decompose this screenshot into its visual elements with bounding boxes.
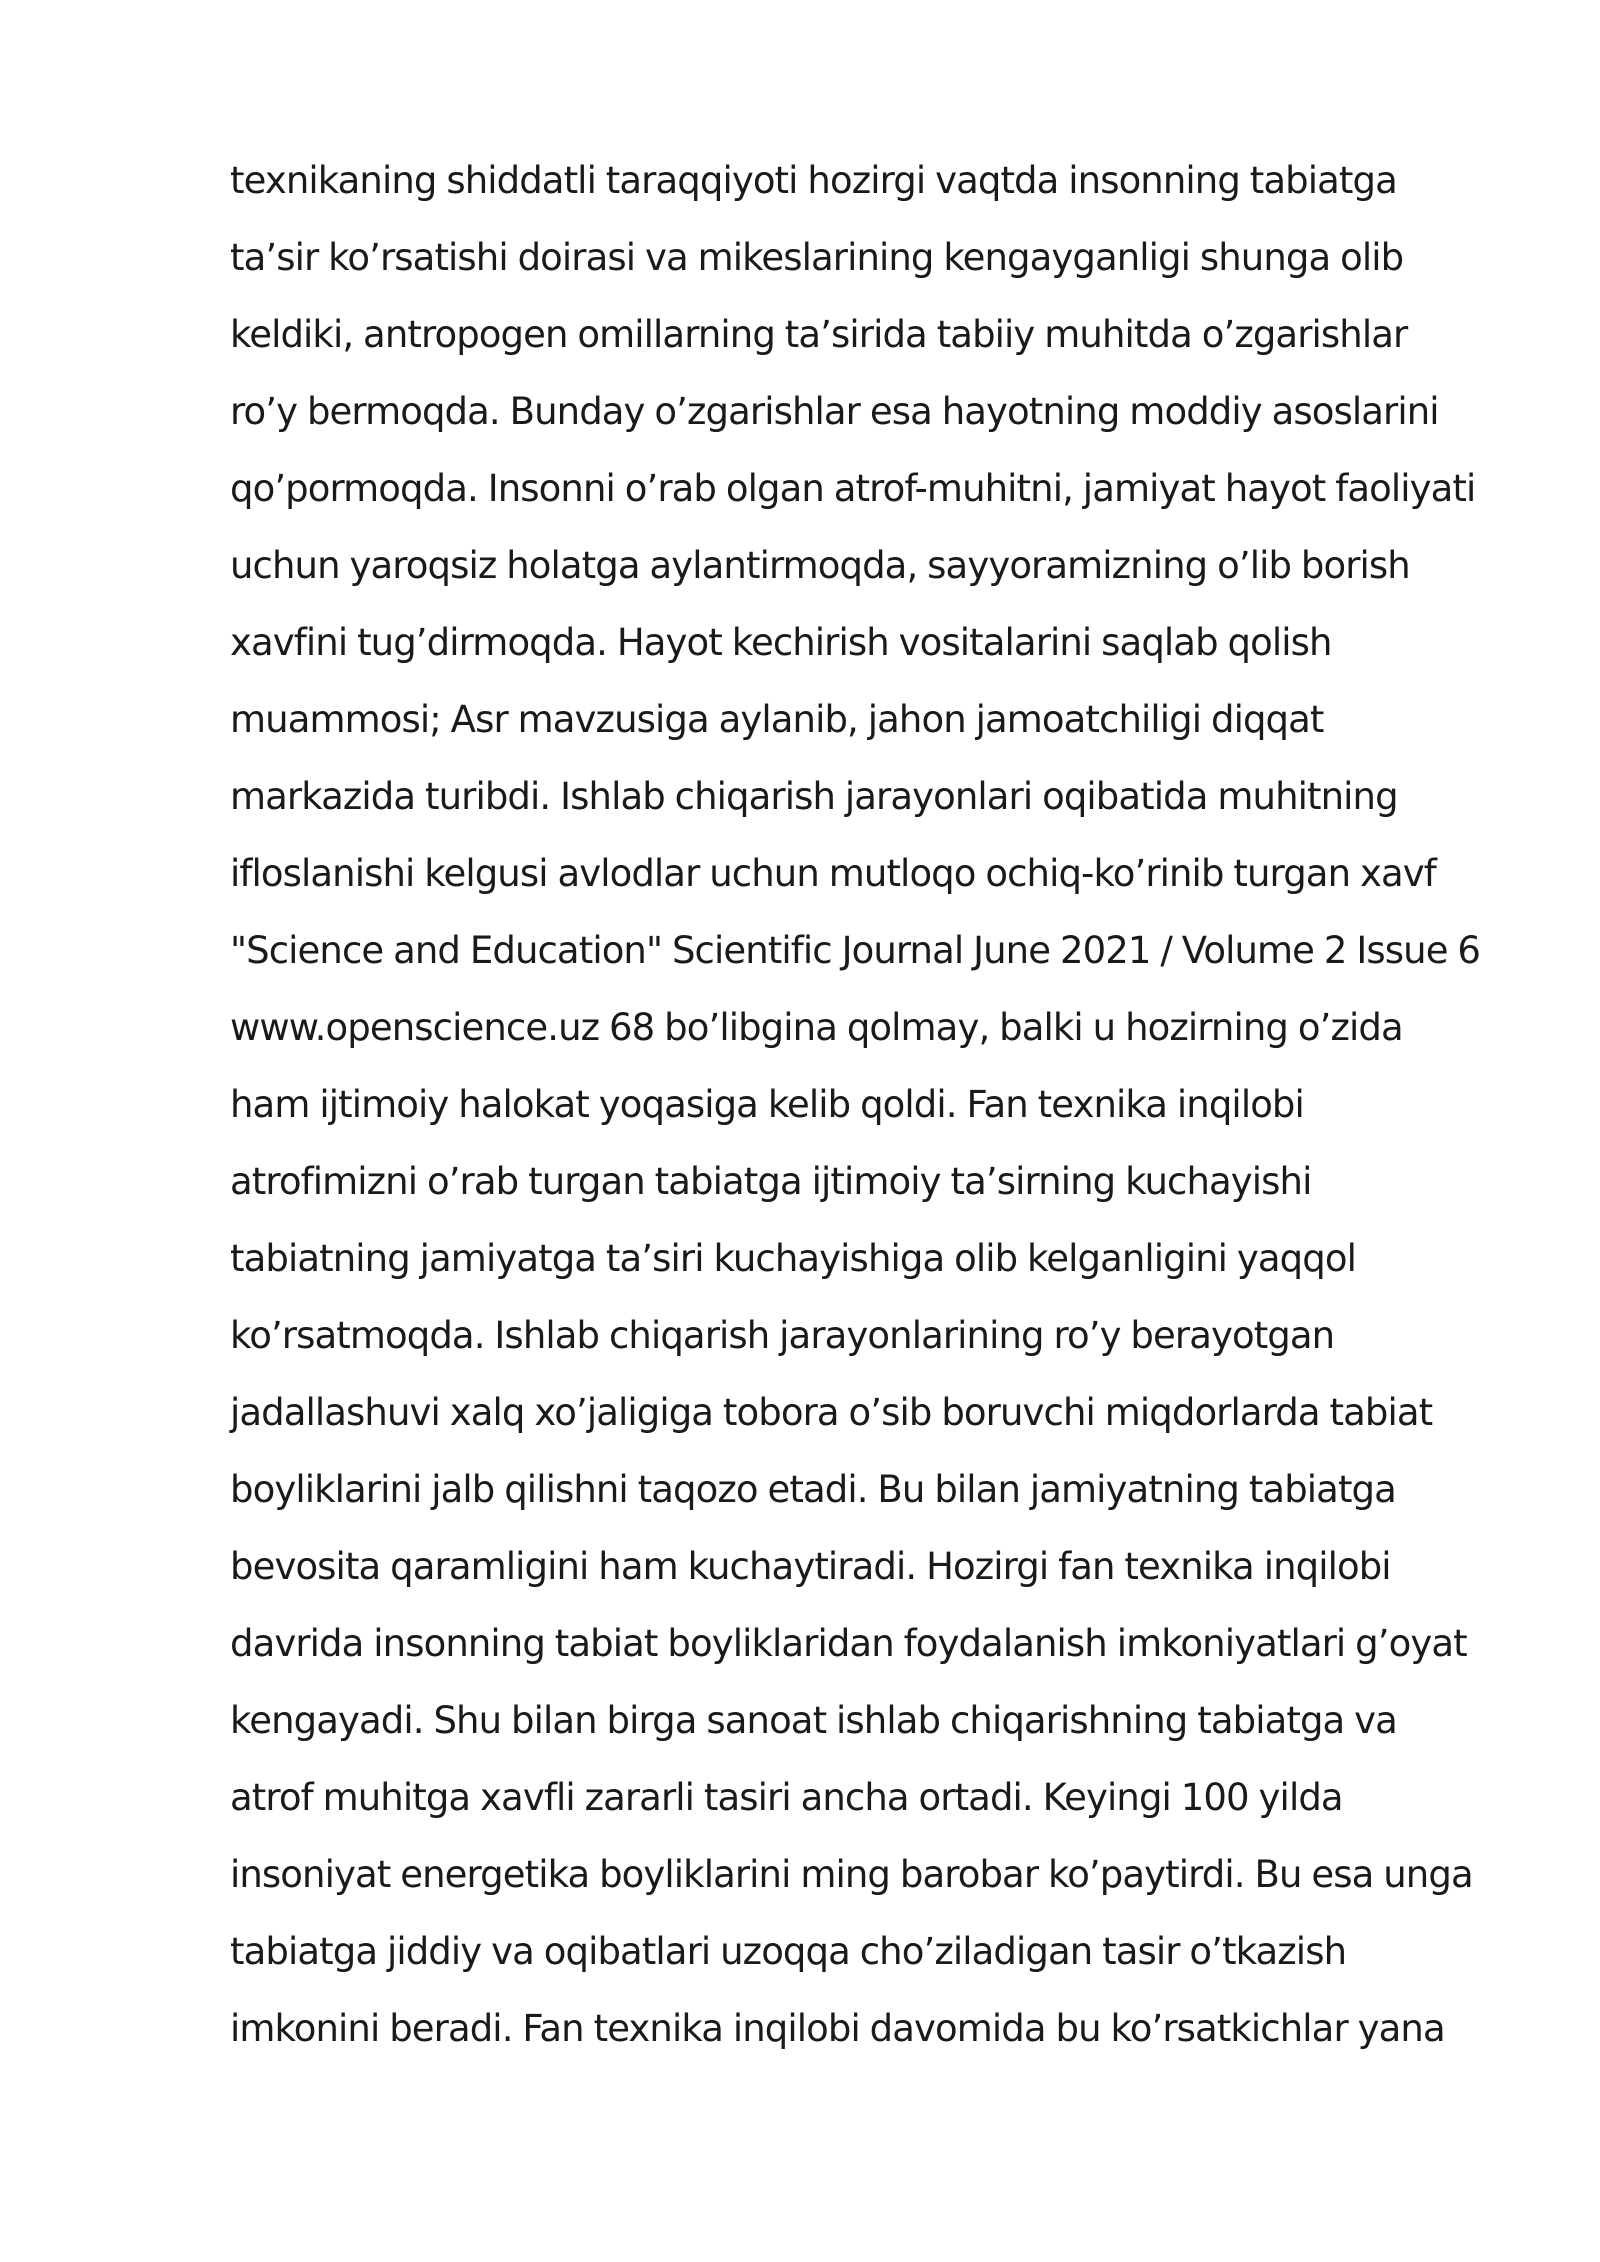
text-line: ro’y bermoqda. Bunday o’zgarishlar esa hayotning moddiy asoslarini (230, 390, 1439, 433)
text-line: bevosita qaramligini ham kuchaytiradi. Hozirgi fan texnika inqilobi (230, 1545, 1391, 1588)
text-line: uchun yaroqsiz holatga aylantirmoqda, sayyoramizning o’lib borish (230, 544, 1410, 587)
text-line: "Science and Education" Scientific Journal June 2021 / Volume 2 Issue 6 (230, 929, 1481, 972)
text-line: tabiatning jamiyatga ta’siri kuchayishiga olib kelganligini yaqqol (230, 1237, 1356, 1280)
text-line: ko’rsatmoqda. Ishlab chiqarish jarayonlarining ro’y berayotgan (230, 1314, 1335, 1357)
text-line: atrof muhitga xavfli zararli tasiri ancha ortadi. Keyingi 100 yilda (230, 1776, 1343, 1819)
text-line: qo’pormoqda. Insonni o’rab olgan atrof-muhitni, jamiyat hayot faoliyati (230, 467, 1476, 510)
text-line: texnikaning shiddatli taraqqiyoti hozirgi vaqtda insonning tabiatga (230, 159, 1397, 202)
text-line: davrida insonning tabiat boyliklaridan foydalanish imkoniyatlari g’oyat (230, 1622, 1467, 1665)
text-line: markazida turibdi. Ishlab chiqarish jarayonlari oqibatida muhitning (230, 775, 1398, 818)
text-line: ta’sir ko’rsatishi doirasi va mikeslarining kengayganligi shunga olib (230, 236, 1404, 279)
text-line: jadallashuvi xalq xo’jaligiga tobora o’sib boruvchi miqdorlarda tabiat (230, 1391, 1433, 1434)
text-line: muammosi; Asr mavzusiga aylanib, jahon jamoatchiligi diqqat (230, 698, 1324, 741)
text-line: keldiki, antropogen omillarning ta’sirida tabiiy muhitda o’zgarishlar (230, 313, 1408, 356)
text-line: atrofimizni o’rab turgan tabiatga ijtimoiy ta’sirning kuchayishi (230, 1160, 1312, 1203)
text-line: www.openscience.uz 68 bo’libgina qolmay, balki u hozirning o’zida (230, 1006, 1403, 1049)
text-line: ifloslanishi kelgusi avlodlar uchun mutloqo ochiq-ko’rinib turgan xavf (230, 852, 1436, 895)
text-line: kengayadi. Shu bilan birga sanoat ishlab chiqarishning tabiatga va (230, 1699, 1397, 1742)
text-line: xavfini tug’dirmoqda. Hayot kechirish vositalarini saqlab qolish (230, 621, 1332, 664)
text-line: imkonini beradi. Fan texnika inqilobi davomida bu ko’rsatkichlar yana (230, 2007, 1445, 2050)
text-line: insoniyat energetika boyliklarini ming barobar ko’paytirdi. Bu esa unga (230, 1853, 1473, 1896)
text-line: ham ijtimoiy halokat yoqasiga kelib qoldi. Fan texnika inqilobi (230, 1083, 1304, 1126)
text-line: tabiatga jiddiy va oqibatlari uzoqqa cho’ziladigan tasir o’tkazish (230, 1930, 1347, 1973)
text-line: boyliklarini jalb qilishni taqozo etadi. Bu bilan jamiyatning tabiatga (230, 1468, 1396, 1511)
body-text (230, 152, 1530, 2077)
